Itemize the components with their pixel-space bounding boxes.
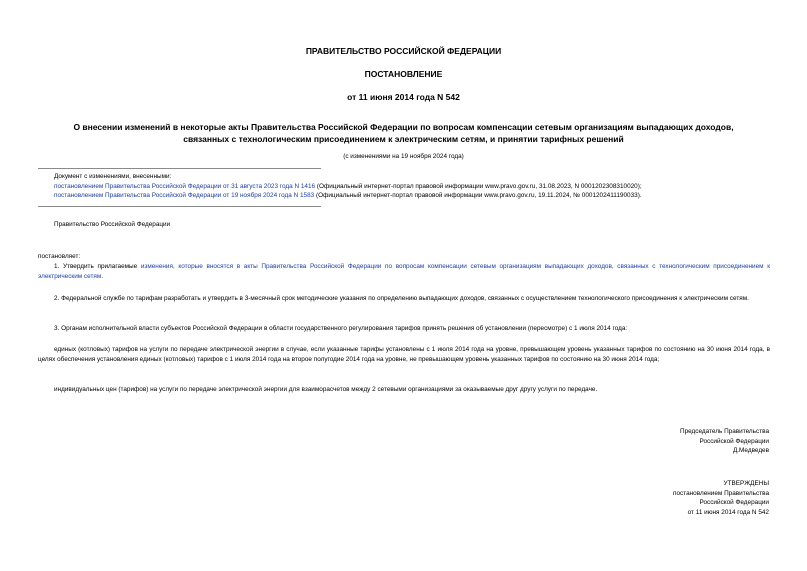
approved-changes-link[interactable]: изменения, которые вносятся в акты Правительства Российской Федерации по вопросам компенсации сетевым организациям выпадающих доходов, связанных с технологическим присоединением к электрическим сетям — [38, 263, 771, 280]
paragraph-1 — [38, 262, 770, 281]
amendments-intro: Документ с изменениями, внесенными: — [54, 173, 172, 180]
paragraph-3: 3. Органам исполнительной власти субъектов Российской Федерации в области государственного регулирования тарифов принять решения об установлении (пересмотре) с 1 июля 2014 года: — [54, 325, 628, 332]
amendment-item — [54, 182, 770, 192]
amendment-source: (Официальный интернет-портал правовой информации www.pravo.gov.ru, 31.08.2023, N 0001202308310020); — [315, 182, 642, 190]
paragraph-1-suffix: . — [101, 272, 104, 280]
document-type: ПОСТАНОВЛЕНИЕ — [364, 69, 443, 79]
government-heading: ПРАВИТЕЛЬСТВО РОССИЙСКОЙ ФЕДЕРАЦИИ — [305, 46, 502, 56]
divider-bottom — [38, 206, 321, 207]
amendment-link-1416[interactable]: постановлением Правительства Российской Федерации от 31 августа 2023 года N 1416 — [54, 182, 316, 190]
amendment-link-1583[interactable]: постановлением Правительства Российской Федерации от 19 ноября 2024 года N 1583 — [54, 192, 315, 200]
approved-country: Российской Федерации — [699, 499, 769, 507]
amended-note: (с изменениями на 19 ноября 2024 года) — [343, 153, 464, 160]
document-title-line-1: О внесении изменений в некоторые акты Правительства Российской Федерации по вопросам компенсации сетевым организациям выпадающих доходов, — [73, 122, 734, 132]
signature-position: Председатель Правительства — [680, 428, 769, 435]
signature-country: Российской Федерации — [699, 437, 769, 445]
signature-name: Д.Медведев — [732, 447, 769, 455]
paragraph-5: индивидуальных цен (тарифов) на услуги по передаче электрической энергии для взаиморасчетов между 2 сетевыми организациями за оказываемые друг другу услуги по передаче. — [54, 386, 598, 393]
paragraph-1-prefix: 1. Утвердить прилагаемые — [54, 263, 141, 270]
amendment-source: (Официальный интернет-портал правовой информации www.pravo.gov.ru, 19.11.2024, № 0001202411190033). — [314, 192, 642, 200]
approved-heading: УТВЕРЖДЕНЫ — [723, 480, 769, 487]
document-title — [0, 121, 807, 145]
divider-top — [38, 168, 321, 169]
approved-date-number: от 11 июня 2014 года N 542 — [687, 508, 769, 516]
document-date-number: от 11 июня 2014 года N 542 — [347, 92, 460, 102]
amendment-item — [54, 191, 770, 201]
approved-block — [673, 479, 769, 517]
document-title-line-2: связанных с технологическим присоединением к электрическим сетям, и принятии тарифных решений — [183, 134, 624, 144]
amendments-block — [54, 172, 770, 201]
paragraph-4: единых (котловых) тарифов на услуги по передаче электрической энергии в случае, если указанные тарифы установлены с 1 июля 2014 года на уровне, превышающем уровень указанных тарифов по состоянию на 30 июня 2014 года, в целях обеспечения установления единых (котловых) тарифов с 1 июля 2014 года на второе полугодие 2014 года на уровне, не превышающем уровень указанных тарифов по состоянию на 30 июня 2014 года; — [38, 346, 770, 363]
resolves-label: постановляет: — [38, 253, 81, 260]
issuer: Правительство Российской Федерации — [54, 221, 171, 228]
signature-block — [680, 427, 769, 456]
approved-by: постановлением Правительства — [673, 489, 769, 497]
paragraph-2: 2. Федеральной службе по тарифам разработать и утвердить в 3-месячный срок методические указания по определению выпадающих доходов, связанных с осуществлением технологического присоединения к электрическим сетям. — [54, 295, 749, 302]
